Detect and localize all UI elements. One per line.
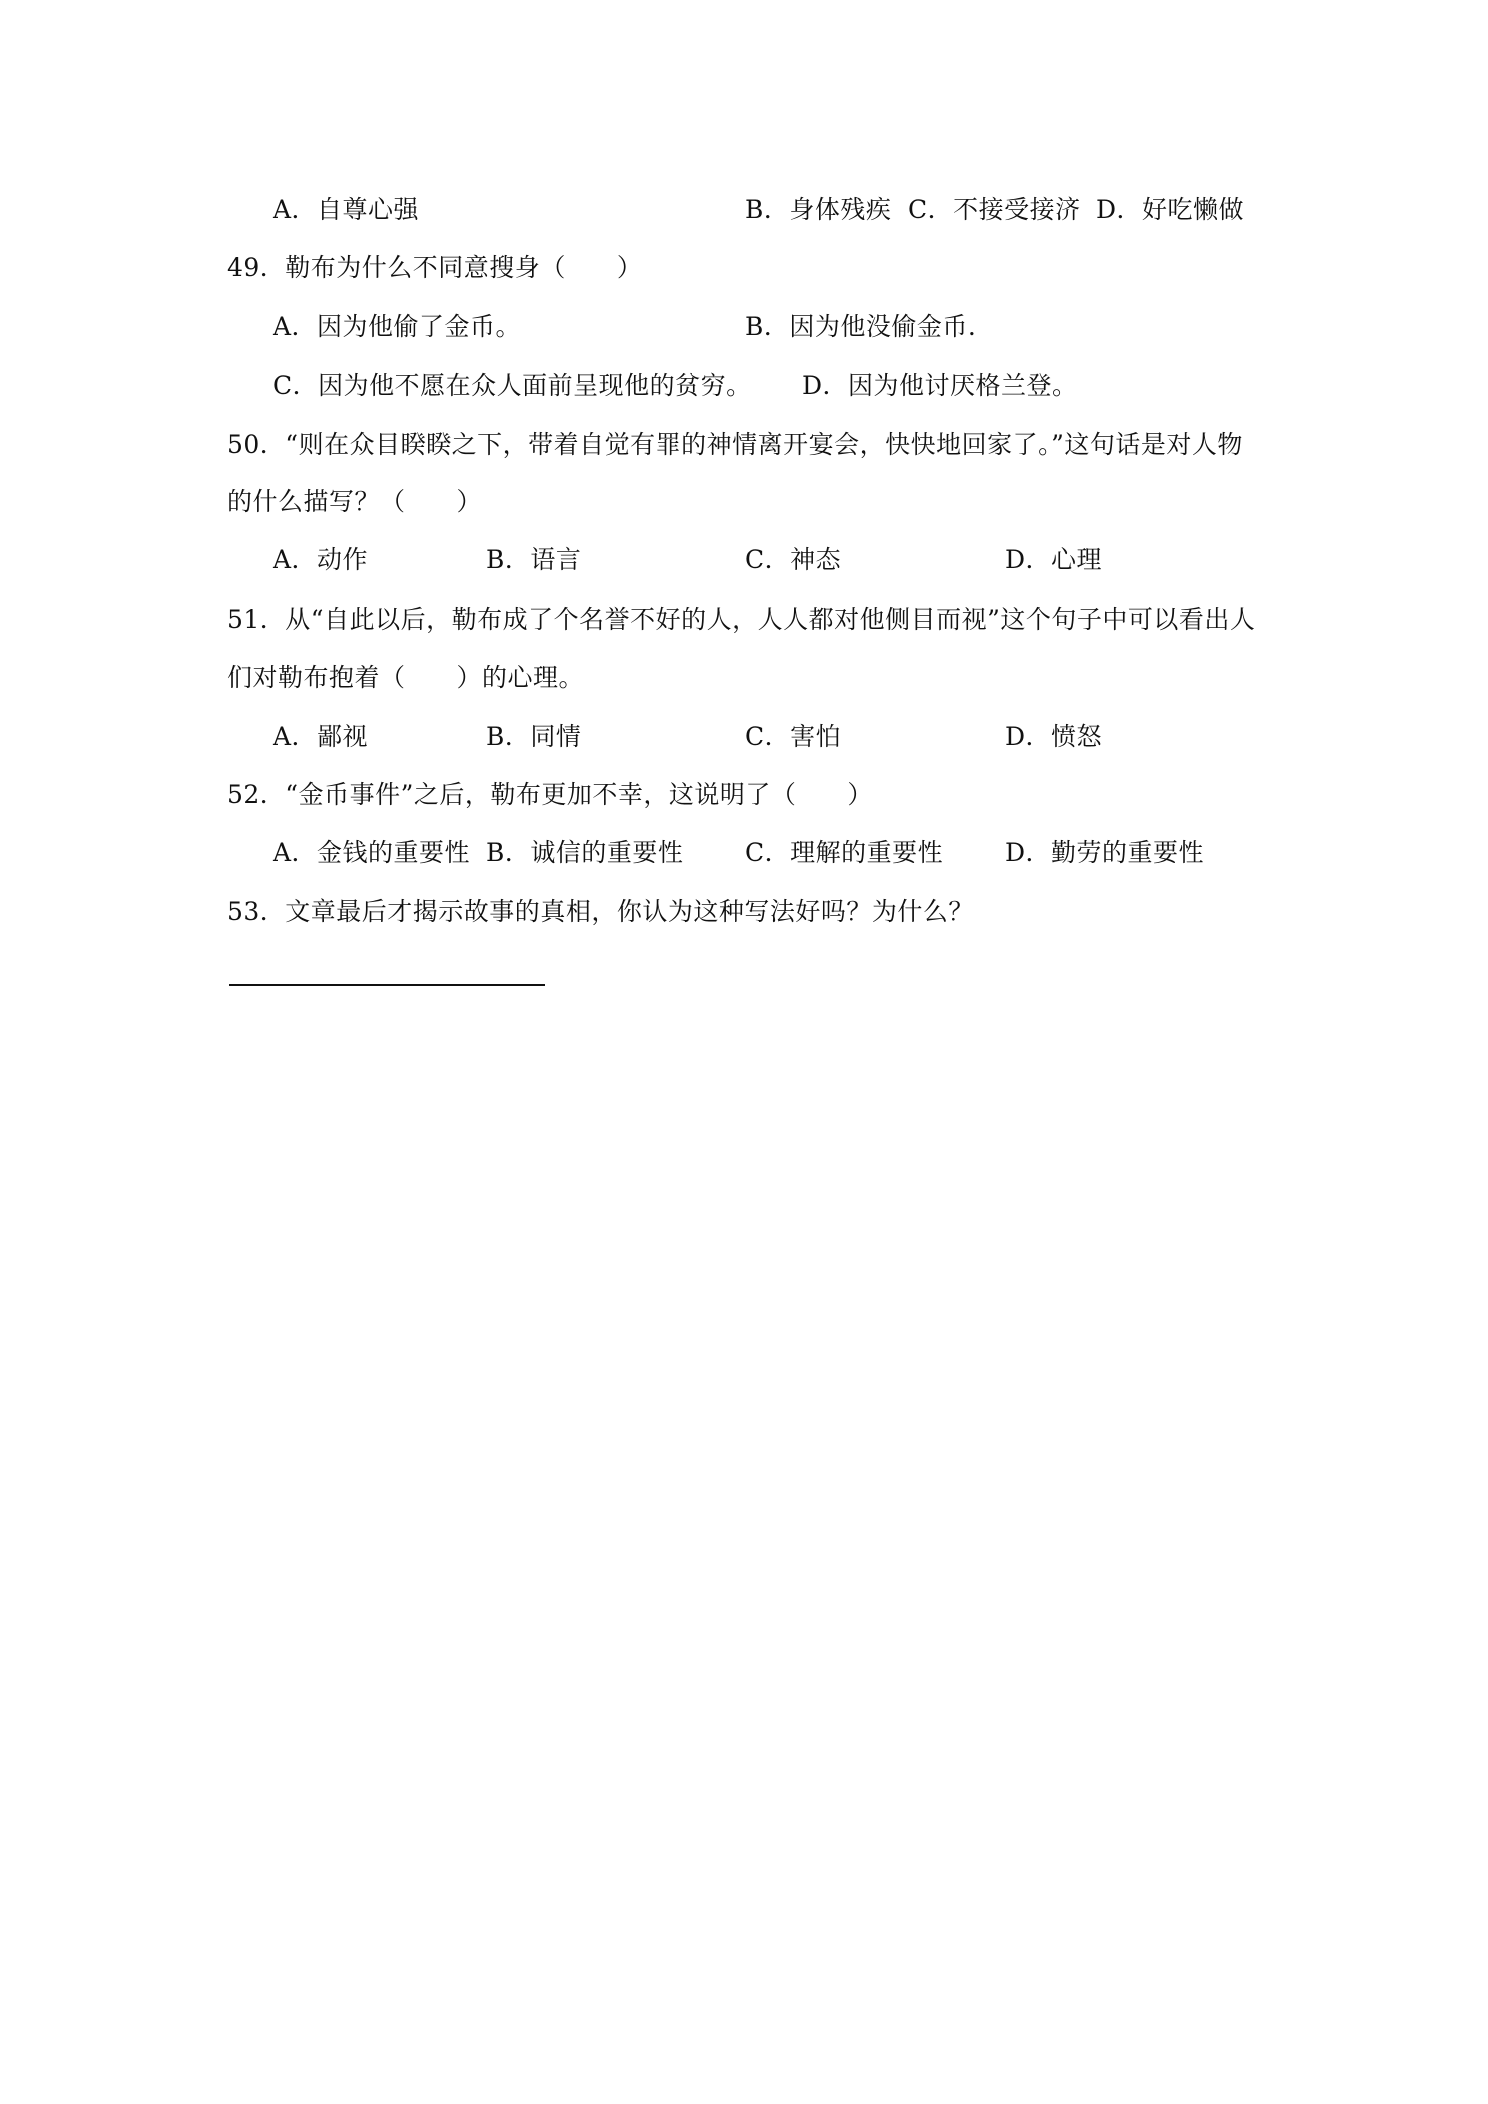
q51-option-a: A．鄙视 — [273, 722, 369, 751]
q51-stem-line1: 51．从“自此以后，勒布成了个名誉不好的人，人人都对他侧目而视”这个句子中可以看出人 — [227, 605, 1256, 634]
q51-option-b: B．同情 — [486, 722, 582, 751]
q52-stem: 52．“金币事件”之后，勒布更加不幸，这说明了（ ） — [227, 780, 873, 809]
q53-stem: 53．文章最后才揭示故事的真相，你认为这种写法好吗？为什么？ — [227, 897, 974, 926]
q50-option-b: B．语言 — [486, 545, 582, 574]
q50-stem-line2: 的什么描写？（ ） — [227, 487, 483, 516]
q51-option-d: D．愤怒 — [1005, 722, 1103, 751]
q52-option-c: C．理解的重要性 — [745, 838, 944, 867]
q48-option-d: D．好吃懒做 — [1096, 195, 1245, 224]
q50-option-a: A．动作 — [273, 545, 369, 574]
q50-option-d: D．心理 — [1005, 545, 1103, 574]
q49-stem: 49．勒布为什么不同意搜身（ ） — [227, 253, 643, 282]
q53-answer-line[interactable] — [229, 984, 545, 986]
q48-option-b: B．身体残疾 — [745, 195, 892, 224]
q51-option-c: C．害怕 — [745, 722, 842, 751]
q49-option-d: D．因为他讨厌格兰登。 — [802, 371, 1078, 400]
q52-option-d: D．勤劳的重要性 — [1005, 838, 1205, 867]
q50-option-c: C．神态 — [745, 545, 842, 574]
q48-option-c: C．不接受接济 — [908, 195, 1081, 224]
q52-option-a: A．金钱的重要性 — [273, 838, 471, 867]
q48-option-a: A．自尊心强 — [273, 195, 420, 224]
q49-option-a: A．因为他偷了金币。 — [273, 312, 522, 341]
q50-stem-line1: 50．“则在众目睽睽之下，带着自觉有罪的神情离开宴会，快快地回家了。”这句话是对人物 — [227, 430, 1243, 459]
q49-option-c: C．因为他不愿在众人面前呈现他的贫穷。 — [273, 371, 752, 400]
q49-option-b: B．因为他没偷金币. — [745, 312, 977, 341]
q52-option-b: B．诚信的重要性 — [486, 838, 684, 867]
q51-stem-line2: 们对勒布抱着（ ）的心理。 — [227, 663, 585, 692]
